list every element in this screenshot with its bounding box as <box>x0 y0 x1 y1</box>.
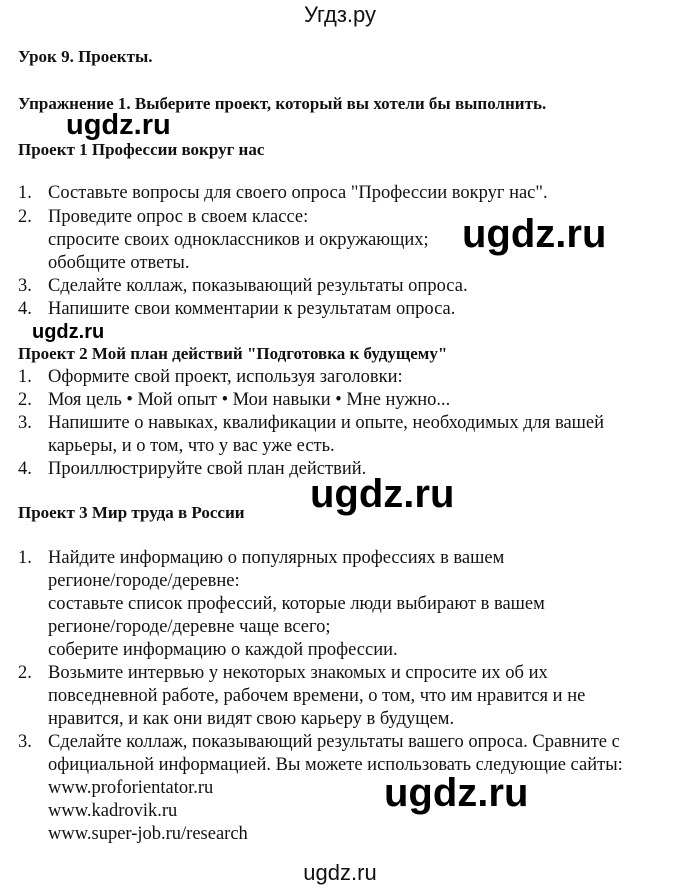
item-number: 2. <box>18 207 32 227</box>
watermark: ugdz.ru <box>310 472 455 516</box>
item-text: Напишите свои комментарии к результатам опроса. <box>48 299 456 319</box>
item-text: Составьте вопросы для своего опроса "Профессии вокруг нас". <box>48 183 548 203</box>
list-item <box>0 275 680 298</box>
item-text: Сделайте коллаж, показывающий результаты опроса. <box>48 276 468 296</box>
item-number: 1. <box>18 548 32 568</box>
item-text: Напишите о навыках, квалификации и опыте, необходимых для вашей <box>48 413 605 433</box>
item-text: нравится, и как они видят свою карьеру в будущем. <box>48 709 455 729</box>
list-item <box>0 366 680 389</box>
list-item <box>0 389 680 412</box>
site-header: Угдз.ру <box>303 2 377 27</box>
item-text: www.proforientator.ru <box>48 778 214 798</box>
list-item <box>0 182 680 205</box>
list-item <box>0 662 680 731</box>
item-number: 4. <box>18 459 32 479</box>
item-text: Проведите опрос в своем классе: <box>48 207 309 227</box>
item-text: регионе/городе/деревне: <box>48 571 240 591</box>
item-text: www.super-job.ru/research <box>48 824 248 844</box>
item-number: 3. <box>18 413 32 433</box>
watermark: ugdz.ru <box>462 212 607 256</box>
item-text: Оформите свой проект, используя заголовки: <box>48 367 403 387</box>
item-text: Возьмите интервью у некоторых знакомых и спросите их об их <box>48 663 548 683</box>
watermark: ugdz.ru <box>384 771 529 815</box>
item-text: соберите информацию о каждой профессии. <box>48 640 398 660</box>
item-number: 2. <box>18 663 32 683</box>
item-text: Проиллюстрируйте свой план действий. <box>48 459 367 479</box>
item-text: составьте список профессий, которые люди выбирают в вашем <box>48 594 545 614</box>
item-number: 3. <box>18 732 32 752</box>
list-item <box>0 731 680 846</box>
list-item <box>0 547 680 662</box>
list-item <box>0 298 680 321</box>
item-text: регионе/городе/деревне чаще всего; <box>48 617 331 637</box>
item-number: 1. <box>18 367 32 387</box>
item-text: www.kadrovik.ru <box>48 801 178 821</box>
item-text: официальной информацией. Вы можете использовать следующие сайты: <box>48 755 623 775</box>
item-number: 1. <box>18 183 32 203</box>
project-1-title: Проект 1 Профессии вокруг нас <box>18 140 265 159</box>
item-number: 3. <box>18 276 32 296</box>
watermark: ugdz.ru <box>66 109 171 141</box>
site-footer: ugdz.ru <box>303 860 377 885</box>
item-text: Моя цель • Мой опыт • Мои навыки • Мне нужно... <box>48 390 451 410</box>
project-2-title: Проект 2 Мой план действий "Подготовка к будущему" <box>18 344 448 363</box>
item-text: обобщите ответы. <box>48 253 190 273</box>
item-number: 4. <box>18 299 32 319</box>
exercise-title: Упражнение 1. Выберите проект, который вы хотели бы выполнить. <box>18 94 547 113</box>
item-text: Найдите информацию о популярных профессиях в вашем <box>48 548 505 568</box>
item-text: карьеры, и о том, что у вас уже есть. <box>48 436 335 456</box>
item-text: спросите своих одноклассников и окружающих; <box>48 230 429 250</box>
lesson-title: Урок 9. Проекты. <box>18 47 153 66</box>
project-3-title: Проект 3 Мир труда в России <box>18 503 245 522</box>
list-item <box>0 412 680 458</box>
item-text: Сделайте коллаж, показывающий результаты вашего опроса. Сравните с <box>48 732 620 752</box>
item-text: повседневной работе, рабочем времени, о том, что им нравится и не <box>48 686 586 706</box>
watermark: ugdz.ru <box>32 321 105 343</box>
item-number: 2. <box>18 390 32 410</box>
